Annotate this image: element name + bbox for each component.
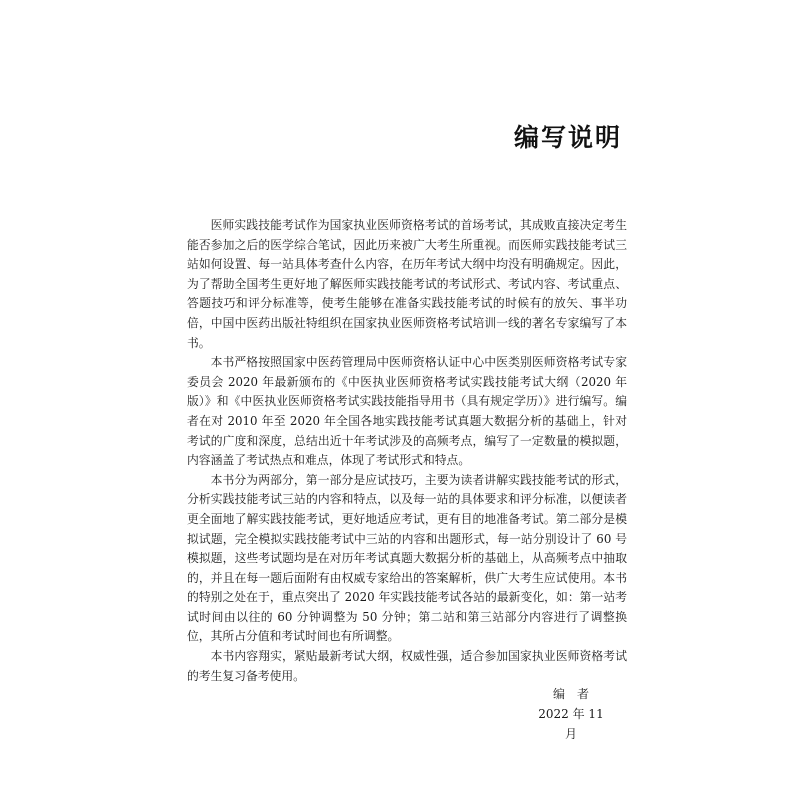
paragraph-1: 医师实践技能考试作为国家执业医师资格考试的首场考试，其成败直接决定考生能否参加之后的医学综合笔试，因此历来被广大考生所重视。而医师实践技能考试三站如何设置、每一站具体考查什么内容，在历年考试大纲中均没有明确规定。因此，为了帮助全国考生更好地了解医师实践技能考试的考试形式、考试内容、考试重点、答题技巧和评分标准等，使考生能够在准备实践技能考试的时候有的放矢、事半功倍，中国中医药出版社特组织在国家执业医师资格考试培训一线的著名专家编写了本书。 [187, 218, 627, 350]
paragraph-4: 本书内容翔实，紧贴最新考试大纲，权威性强，适合参加国家执业医师资格考试的考生复习备考使用。 [187, 649, 627, 683]
body-text [187, 216, 627, 686]
paragraph-3: 本书分为两部分，第一部分是应试技巧，主要为读者讲解实践技能考试的形式，分析实践技能考试三站的内容和特点，以及每一站的具体要求和评分标准，以便读者更全面地了解实践技能考试，更好地适应考试，更有目的地准备考试。第二部分是模拟试题，完全模拟实践技能考试中三站的内容和出题形式，每一站分别设计了 60 号模拟题，这些考试题均是在对历年考试真题大数据分析的基础上，从高频考点中抽取的，并且在每一题后面附有由权威专家给出的答案解析，供广大考生应试使用。本书的特别之处在于，重点突出了 2020 年实践技能考试各站的最新变化，如：第一站考试时间由以往的 60 分钟调整为 50 分钟；第二站和第三站部分内容进行了调整换位，其所占分值和考试时间也有所调整。 [187, 472, 627, 644]
signature-block [536, 684, 606, 744]
page-title: 编写说明 [513, 123, 622, 152]
paragraph-2: 本书严格按照国家中医药管理局中医师资格认证中心中医类别医师资格考试专家委员会 2020 年最新颁布的《中医执业医师资格考试实践技能考试大纲（2020 年版）》和《中医执业医师资格考试实践技能指导用书（具有规定学历）》进行编写。编者在对 2010 年至 2020 年全国各地实践技能考试真题大数据分析的基础上，针对考试的广度和深度，总结出近十年考试涉及的高频考点，编写了一定数量的模拟题，内容涵盖了考试热点和难点，体现了考试形式和特点。 [187, 355, 627, 468]
signature-date: 2022 年 11 月 [538, 707, 604, 741]
author-signature: 编者 [552, 687, 601, 701]
